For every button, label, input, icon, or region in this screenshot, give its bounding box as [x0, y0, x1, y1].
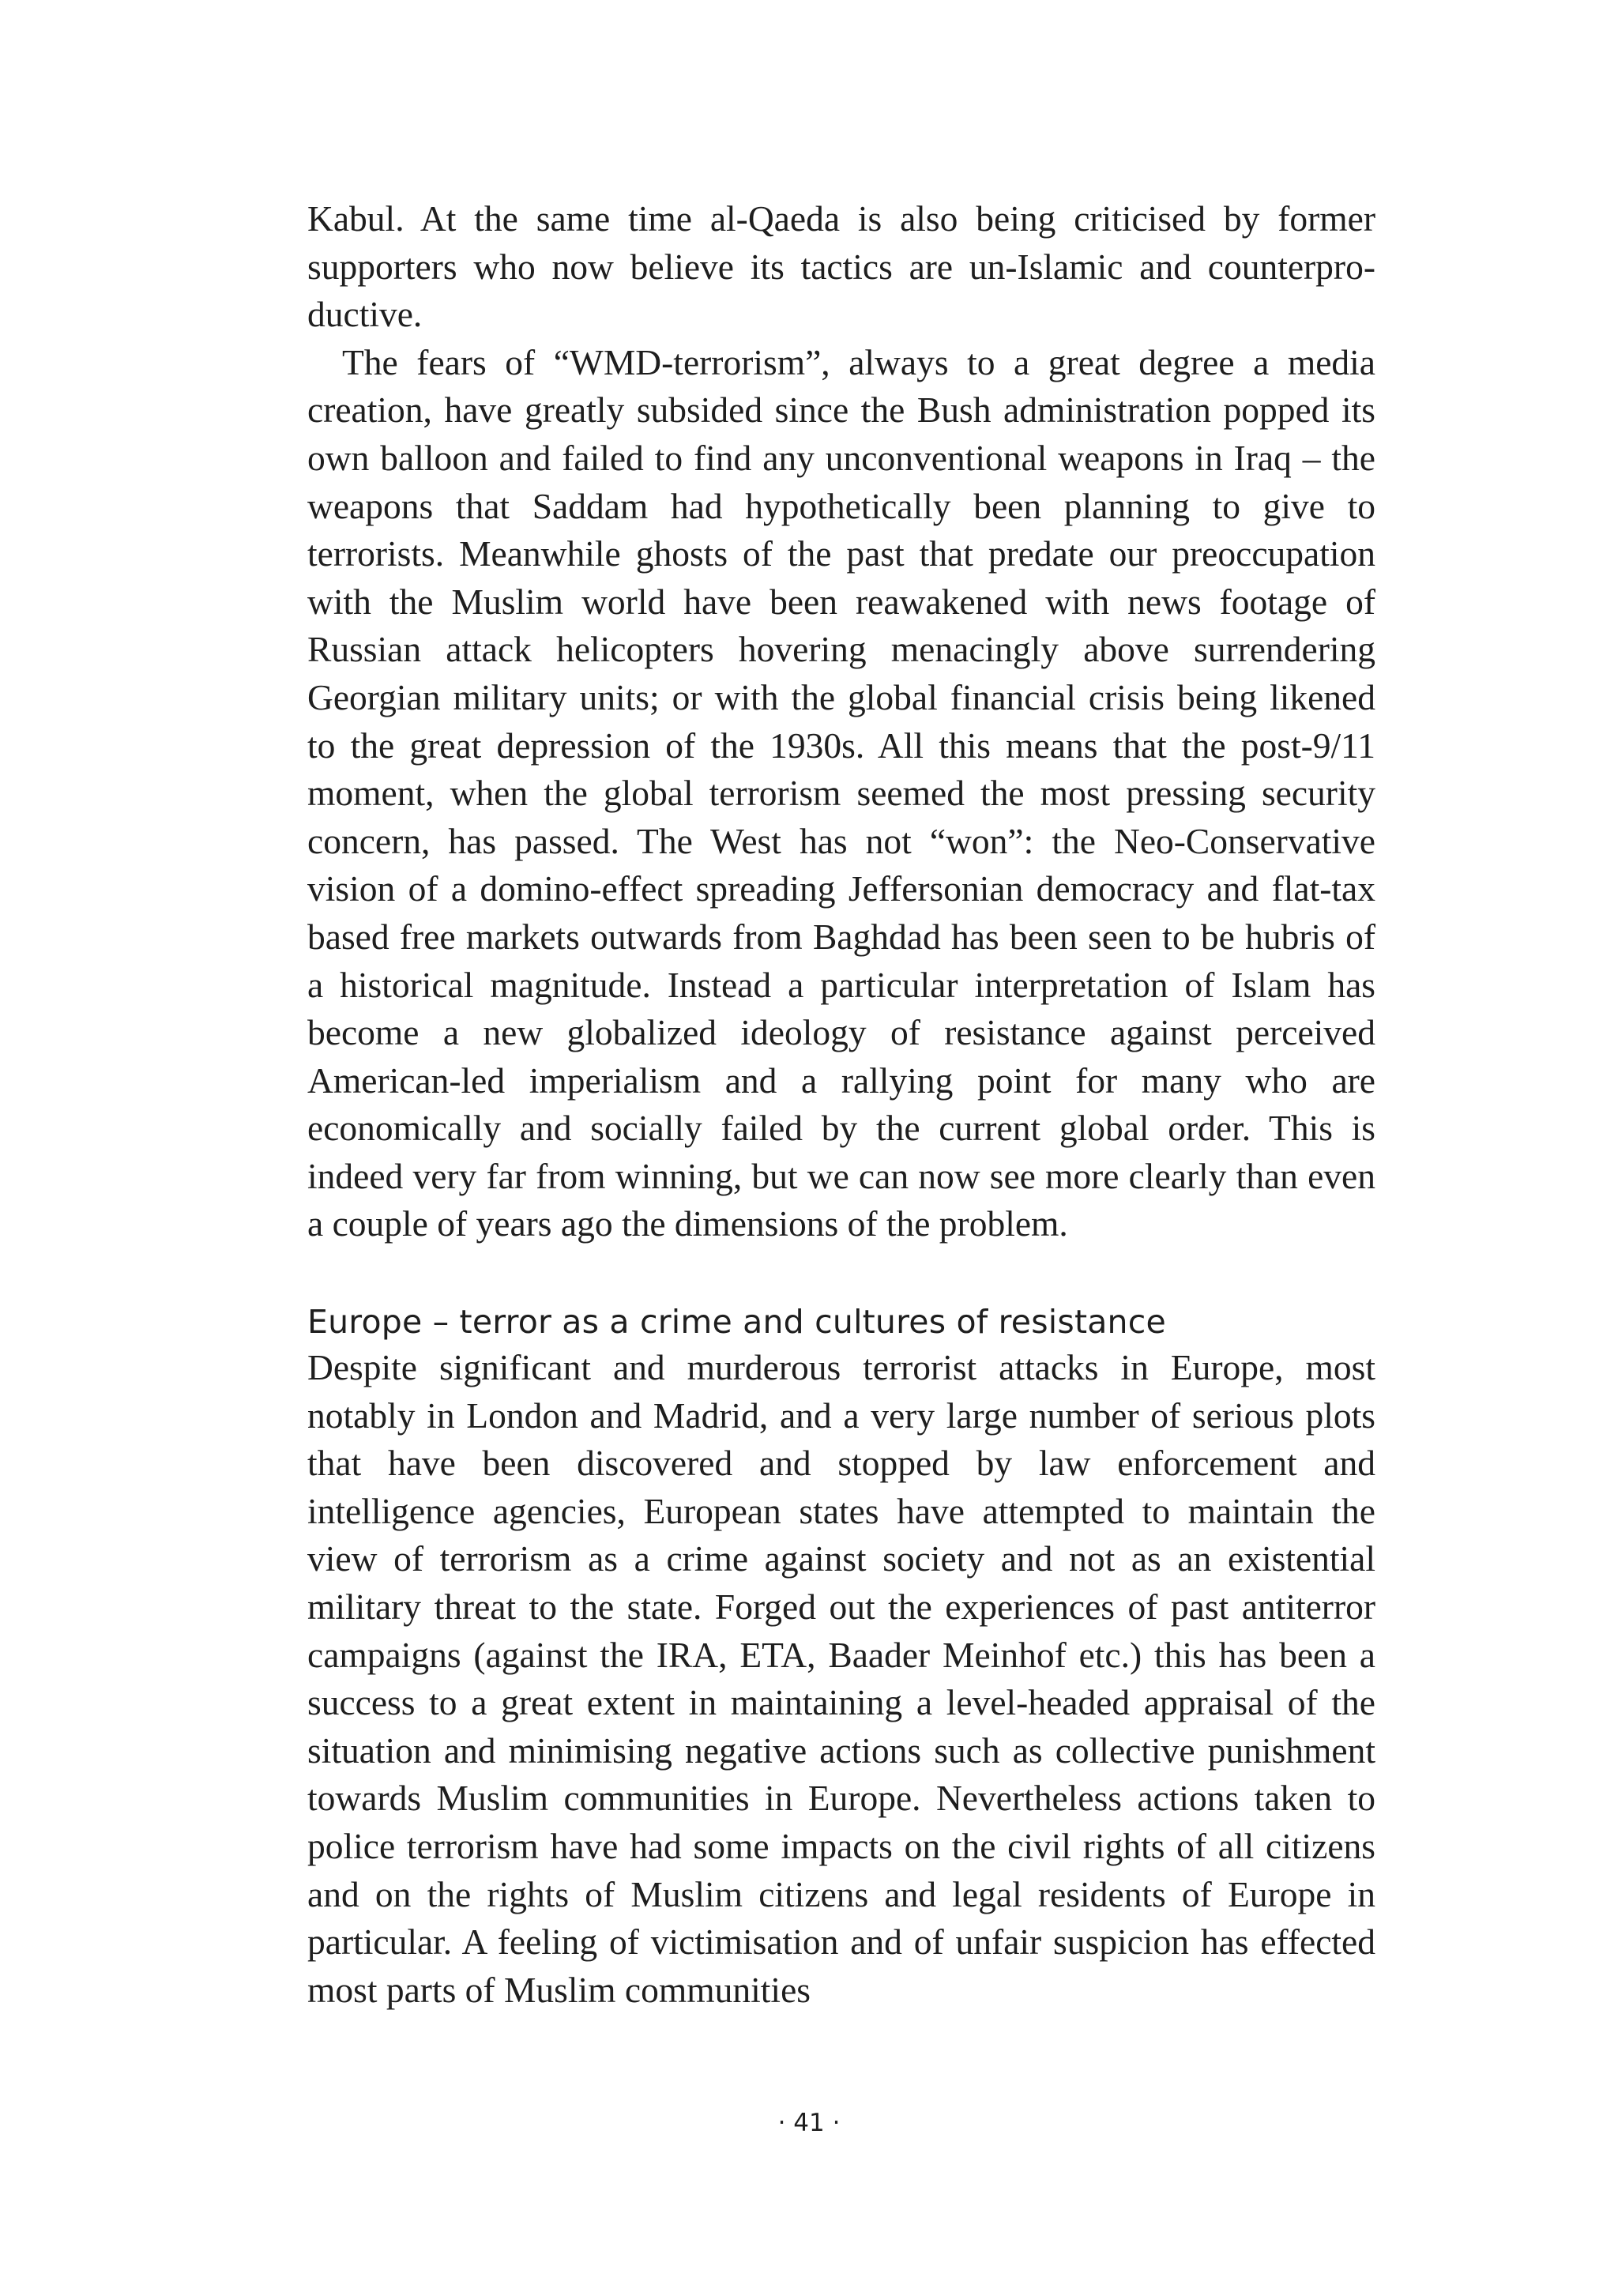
section-heading: Europe – terror as a crime and cultures of resistance — [307, 1303, 1166, 1341]
body-text-section — [307, 1344, 1375, 2014]
paragraph-europe: Despite significant and murderous terrorist attacks in Europe, most notably in London and Madrid, and a very large number of serious plots that have been discovered and stopped by law enforcement and intelligence agencies, European states have attempted to maintain the view of terrorism as a crime against society and not as an existential military threat to the state. Forged out the experiences of past antiterror campaigns (against the IRA, ETA, Baader Meinhof etc.) this has been a success to a great extent in maintaining a level-headed appraisal of the situation and minimising negative actions such as collective punishment towards Muslim communities in Europe. Nevertheless actions taken to police terrorism have had some impacts on the civil rights of all citizens and on the rights of Muslim citizens and legal residents of Europe in particular. A feeling of victimisation and of unfair suspicion has effected most parts of Muslim communities — [307, 1347, 1375, 2010]
paragraph-kabul: Kabul. At the same time al-Qaeda is also being criticised by former supporters who now believe its tactics are un-Islamic and counterproductive. — [307, 198, 1375, 335]
body-text-top — [307, 195, 1375, 1248]
paragraph-wmd-terrorism: The fears of “WMD-terrorism”, always to a great degree a media creation, have greatly subsided since the Bush administration popped its own balloon and failed to find any unconventional weapons in Iraq – the weapons that Saddam had hypothetically been planning to give to terrorists. Meanwhile ghosts of the past that predate our preoccupation with the Muslim world have been reawakened with news footage of Russian attack helicopters hovering menacingly above surrendering Georgian military units; or with the global financial crisis being likened to the great depression of the 1930s. All this means that the post-9/11 moment, when the global terrorism seemed the most pressing security concern, has passed. The West has not “won”: the Neo-Conservative vision of a domino-effect spreading Jeffersonian democracy and flat-tax based free markets outwards from Baghdad has been seen to be hubris of a historical magnitude. Instead a particular interpretation of Islam has become a new globalized ideology of resistance against perceived American-led imperialism and a rallying point for many who are economically and socially failed by the current global order. This is indeed very far from winning, but we can now see more clearly than even a couple of years ago the dimensions of the problem. — [307, 341, 1375, 1244]
page-number: · 41 · — [777, 2109, 841, 2137]
